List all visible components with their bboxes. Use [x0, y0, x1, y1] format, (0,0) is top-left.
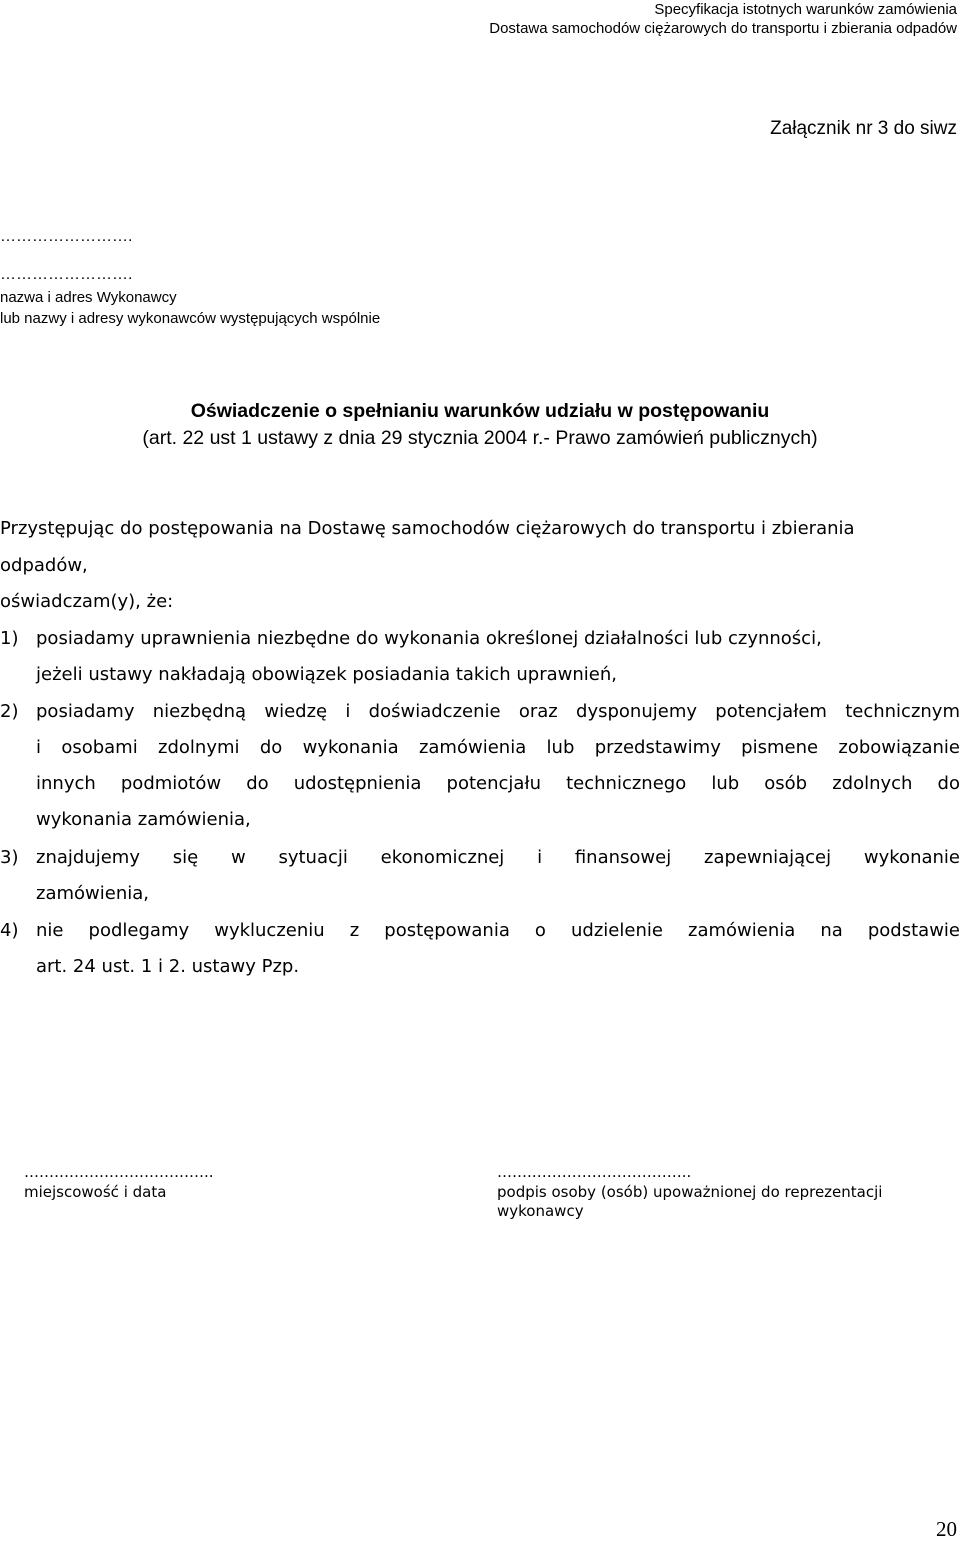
list-item-line: jeżeli ustawy nakładają obowiązek posiadania takich uprawnień, — [36, 664, 617, 685]
list-item-line: znajdujemy się w sytuacji ekonomicznej i finansowej zapewniającej wykonanie — [36, 847, 960, 868]
list-item-line: posiadamy niezbędną wiedzę i doświadczenie oraz dysponujemy potencjałem technicznym — [36, 701, 960, 722]
intro-line-2: odpadów, — [0, 555, 88, 576]
list-item-number: 4) — [0, 920, 19, 941]
statement-legal-basis: (art. 22 ust 1 ustawy z dnia 29 stycznia 2004 r.- Prawo zamówień publicznych) — [142, 427, 818, 449]
header-subject: Dostawa samochodów ciężarowych do transportu i zbierania odpadów — [489, 20, 957, 37]
signature-dots: …….………………………….. — [497, 1163, 692, 1181]
list-item-line: i osobami zdolnymi do wykonania zamówienia lub przedstawimy pismene zobowiązanie — [36, 737, 960, 758]
list-item-line: art. 24 ust. 1 i 2. ustawy Pzp. — [36, 956, 300, 977]
annex-label: Załącznik nr 3 do siwz — [770, 118, 957, 139]
list-item-line: zamówienia, — [36, 883, 149, 904]
list-item-line: wykonania zamówienia, — [36, 809, 251, 830]
list-item-number: 1) — [0, 628, 19, 649]
list-item-line: innych podmiotów do udostępnienia potencjału technicznego lub osób zdolnych do — [36, 773, 960, 794]
contractor-dots-1: ……………………. — [0, 228, 133, 245]
page-number: 20 — [936, 1517, 957, 1541]
intro-line-3: oświadczam(y), że: — [0, 591, 174, 612]
signature-label: podpis osoby (osób) upoważnionej do reprezentacji — [497, 1183, 883, 1201]
place-date-label: miejscowość i data — [24, 1183, 167, 1201]
statement-title: Oświadczenie o spełnianiu warunków udziału w postępowaniu — [190, 400, 770, 422]
list-item-number: 2) — [0, 701, 19, 722]
list-item-line: posiadamy uprawnienia niezbędne do wykonania określonej działalności lub czynności, — [36, 628, 822, 649]
list-item-line: nie podlegamy wykluczeniu z postępowania o udzielenie zamówienia na podstawie — [36, 920, 960, 941]
contractor-label: nazwa i adres Wykonawcy — [0, 289, 177, 306]
contractor-dots-2: ……………………. — [0, 266, 133, 283]
signature-label-contractor: wykonawcy — [497, 1202, 584, 1220]
contractor-label-joint: lub nazwy i adresy wykonawców występujących wspólnie — [0, 310, 381, 327]
intro-line-1: Przystępując do postępowania na Dostawę samochodów ciężarowych do transportu i zbierania — [0, 518, 855, 539]
place-date-dots: ……………………………….. — [24, 1163, 214, 1181]
header-spec-title: Specyfikacja istotnych warunków zamówienia — [654, 1, 957, 18]
list-item-number: 3) — [0, 847, 19, 868]
